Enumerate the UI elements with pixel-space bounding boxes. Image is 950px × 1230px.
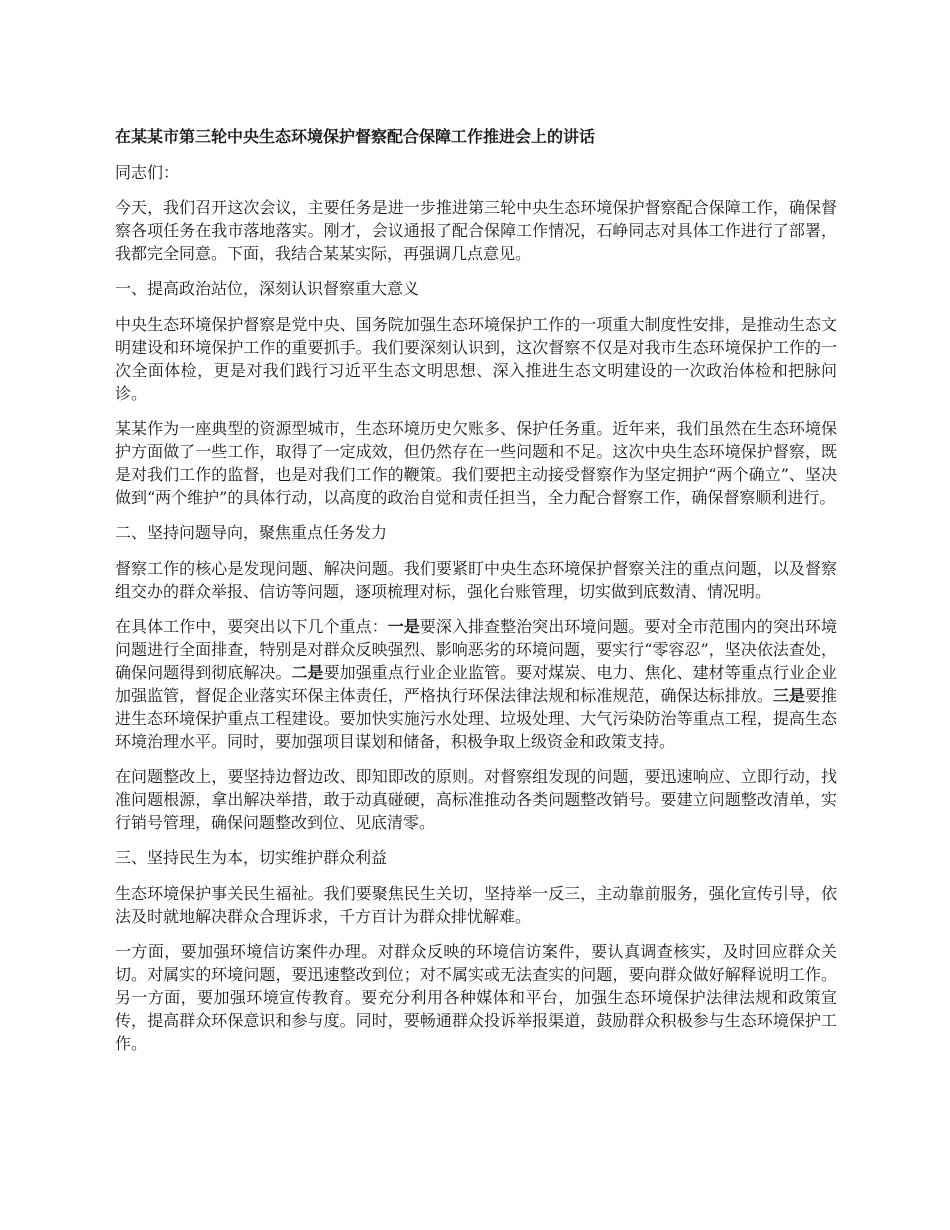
document-title: 在某某市第三轮中央生态环境保护督察配合保障工作推进会上的讲话 <box>115 127 596 146</box>
section-2-paragraph-2 <box>115 615 837 753</box>
section-3-paragraph-1: 生态环境保护事关民生福祉。我们要聚焦民生关切，坚持举一反三，主动靠前服务，强化宣传引导，依法及时就地解决群众合理诉求，千方百计为群众排忧解难。 <box>115 884 837 926</box>
section-1-paragraph-1: 中央生态环境保护督察是党中央、国务院加强生态环境保护工作的一项重大制度性安排，是推动生态文明建设和环境保护工作的重要抓手。我们要深刻认识到，这次督察不仅是对我市生态环境保护工作的一次全面体检，更是对我们践行习近平生态文明思想、深入推进生态文明建设的一次政治体检和把脉问诊。 <box>115 315 837 403</box>
section-3-heading: 三、坚持民生为本，切实维护群众利益 <box>115 848 388 867</box>
intro-paragraph: 今天，我们召开这次会议，主要任务是进一步推进第三轮中央生态环境保护督察配合保障工作，确保督察各项任务在我市落地落实。刚才，会议通报了配合保障工作情况，石峥同志对具体工作进行了部署，我都完全同意。下面，我结合某某实际，再强调几点意见。 <box>115 198 837 263</box>
key-point-3-label: 三是 <box>772 686 805 705</box>
document-page <box>115 126 837 1067</box>
section-2-paragraph-3: 在问题整改上，要坚持边督边改、即知即改的原则。对督察组发现的问题，要迅速响应、立即行动，找准问题根源，拿出解决举措，敢于动真碰硬，高标准推动各类问题整改销号。要建立问题整改清单，实行销号管理，确保问题整改到位、见底清零。 <box>115 767 837 832</box>
key-point-1-label: 一是 <box>387 617 420 636</box>
key-point-3-text: 要推进生态环境保护重点工程建设。要加快实施污水处理、垃圾处理、大气污染防治等重点工程，提高生态环境治理水平。同时，要加强项目谋划和储备，积极争取上级资金和政策支持。 <box>115 686 837 751</box>
greeting: 同志们： <box>115 163 180 182</box>
key-points-lead: 在具体工作中，要突出以下几个重点： <box>115 617 388 636</box>
key-point-1-text: 要深入排查整治突出环境问题。要对全市范围内的突出环境问题进行全面排查，特别是对群众反映强烈、影响恶劣的环境问题，要实行“零容忍”，坚决依法查处，确保问题得到彻底解决。 <box>115 617 837 682</box>
section-1-paragraph-2: 某某作为一座典型的资源型城市，生态环境历史欠账多、保护任务重。近年来，我们虽然在生态环境保护方面做了一些工作，取得了一定成效，但仍然存在一些问题和不足。这次中央生态环境保护督察，既是对我们工作的监督，也是对我们工作的鞭策。我们要把主动接受督察作为坚定拥护“两个确立”、坚决做到“两个维护”的具体行动，以高度的政治自觉和责任担当，全力配合督察工作，确保督察顺利进行。 <box>115 419 837 507</box>
section-2-paragraph-1: 督察工作的核心是发现问题、解决问题。我们要紧盯中央生态环境保护督察关注的重点问题，以及督察组交办的群众举报、信访等问题，逐项梳理对标，强化台账管理，切实做到底数清、情况明。 <box>115 559 837 601</box>
section-1-heading: 一、提高政治站位，深刻认识督察重大意义 <box>115 279 420 298</box>
section-3-paragraph-2: 一方面，要加强环境信访案件办理。对群众反映的环境信访案件，要认真调查核实，及时回应群众关切。对属实的环境问题，要迅速整改到位；对不属实或无法查实的问题，要向群众做好解释说明工作。另一方面，要加强环境宣传教育。要充分利用各种媒体和平台，加强生态环境保护法律法规和政策宣传，提高群众环保意识和参与度。同时，要畅通群众投诉举报渠道，鼓励群众积极参与生态环境保护工作。 <box>115 942 837 1053</box>
section-2-heading: 二、坚持问题导向，聚焦重点任务发力 <box>115 523 388 542</box>
key-point-2-text: 要加强重点行业企业监管。要对煤炭、电力、焦化、建材等重点行业企业加强监管，督促企业落实环保主体责任，严格执行环保法律法规和标准规范，确保达标排放。 <box>115 663 837 705</box>
key-point-2-label: 二是 <box>291 663 324 682</box>
